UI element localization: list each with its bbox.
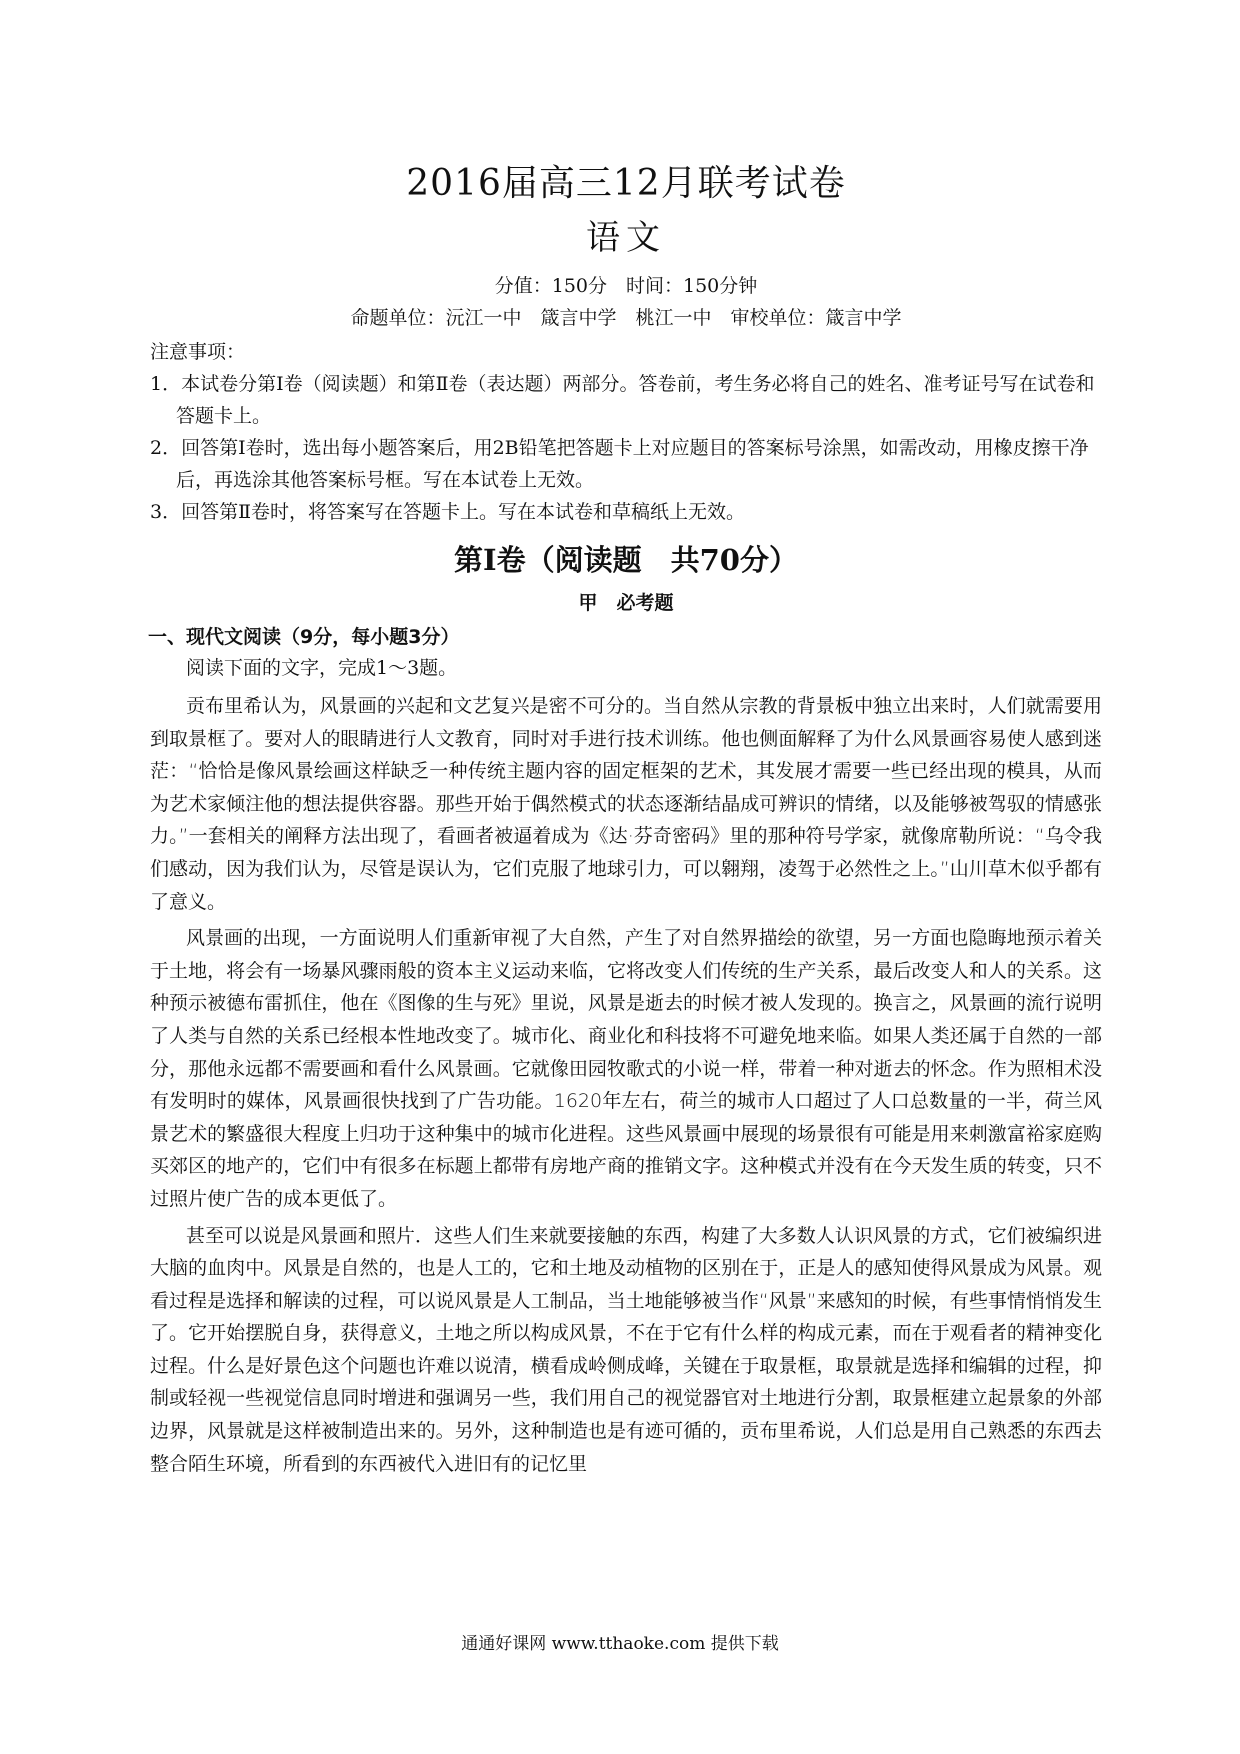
passage-paragraph-3: 甚至可以说是风景画和照片．这些人们生来就要接触的东西，构建了大多数人认识风景的方式，它们被编织进大脑的血肉中。风景是自然的，也是人工的，它和土地及动植物的区别在于，正是人的感知使得风景成为风景。观看过程是选择和解读的过程，可以说风景是人工制品，当土地能够被当作“风景”来感知的时候，有些事情悄悄发生了。它开始摆脱自身，获得意义，土地之所以构成风景，不在于它有什么样的构成元素，而在于观看者的精神变化过程。什么是好景色这个问题也许难以说清，横看成岭侧成峰，关键在于取景框，取景就是选择和编辑的过程，抑制或轻视一些视觉信息同时增进和强调另一些，我们用自己的视觉器官对土地进行分割，取景框建立起景象的外部边界，风景就是这样被制造出来的。另外，这种制造也是有迹可循的，贡布里希说，人们总是用自己熟悉的东西去整合陌生环境，所看到的东西被代入进旧有的记忆里 xyxy=(150,1224,1102,1475)
part-one-subtitle: 甲 必考题 xyxy=(578,592,674,614)
part-one-title: 第Ⅰ卷（阅读题 共70分） xyxy=(454,543,798,577)
note-item-1: 1．本试卷分第Ⅰ卷（阅读题）和第Ⅱ卷（表达题）两部分。答卷前，考生务必将自己的姓名、准考证号写在试卷和答题卡上。 xyxy=(150,373,1095,427)
passage-paragraph-1: 贡布里希认为，风景画的兴起和文艺复兴是密不可分的。当自然从宗教的背景板中独立出来时，人们就需要用到取景框了。要对人的眼睛进行人文教育，同时对手进行技术训练。他也侧面解释了为什么风景画容易使人感到迷茫：“恰恰是像风景绘画这样缺乏一种传统主题内容的固定框架的艺术，其发展才需要一些已经出现的模具，从而为艺术家倾注他的想法提供容器。那些开始于偶然模式的状态逐渐结晶成可辨识的情绪，以及能够被驾驭的情感张力。”一套相关的阐释方法出现了，看画者被逼着成为《达·芬奇密码》里的那种符号学家，就像席勒所说：“乌令我们感动，因为我们认为，尽管是误认为，它们克服了地球引力，可以翱翔，凌驾于必然性之上。”山川草木似乎都有了意义。 xyxy=(150,695,1102,913)
score-time: 分值：150分 时间：150分钟 xyxy=(494,275,758,297)
notes-title: 注意事项： xyxy=(150,341,246,363)
subject-title: 语文 xyxy=(586,218,666,258)
notes-section xyxy=(150,336,1102,528)
page-footer: 通通好课网 www.tthaoke.com 提供下载 xyxy=(461,1634,779,1654)
note-item-2: 2．回答第Ⅰ卷时，选出每小题答案后，用2B铅笔把答题卡上对应题目的答案标号涂黑，如需改动，用橡皮擦干净后，再选涂其他答案标号框。写在本试卷上无效。 xyxy=(150,437,1089,491)
section-one-title: 一、现代文阅读（9分，每小题3分） xyxy=(148,626,460,648)
exam-title: 2016届高三12月联考试卷 xyxy=(406,163,846,204)
exam-units: 命题单位：沅江一中 箴言中学 桃江一中 审校单位：箴言中学 xyxy=(350,307,902,329)
reading-instruction: 阅读下面的文字，完成1～3题。 xyxy=(186,657,458,679)
passage-paragraph-2: 风景画的出现，一方面说明人们重新审视了大自然，产生了对自然界描绘的欲望，另一方面也隐晦地预示着关于土地，将会有一场暴风骤雨般的资本主义运动来临，它将改变人们传统的生产关系，最后改变人和人的关系。这种预示被德布雷抓住，他在《图像的生与死》里说，风景是逝去的时候才被人发现的。换言之，风景画的流行说明了人类与自然的关系已经根本性地改变了。城市化、商业化和科技将不可避免地来临。如果人类还属于自然的一部分，那他永远都不需要画和看什么风景画。它就像田园牧歌式的小说一样，带着一种对逝去的怀念。作为照相术没有发明时的媒体，风景画很快找到了广告功能。1620年左右，荷兰的城市人口超过了人口总数量的一半，荷兰风景艺术的繁盛很大程度上归功于这种集中的城市化进程。这些风景画中展现的场景很有可能是用来刺激富裕家庭购买郊区的地产的，它们中有很多在标题上都带有房地产商的推销文字。这种模式并没有在今天发生质的转变，只不过照片使广告的成本更低了。 xyxy=(150,927,1102,1210)
reading-passage xyxy=(150,690,1102,1480)
exam-meta xyxy=(150,270,1102,334)
note-item-3: 3．回答第Ⅱ卷时，将答案写在答题卡上。写在本试卷和草稿纸上无效。 xyxy=(150,501,746,523)
